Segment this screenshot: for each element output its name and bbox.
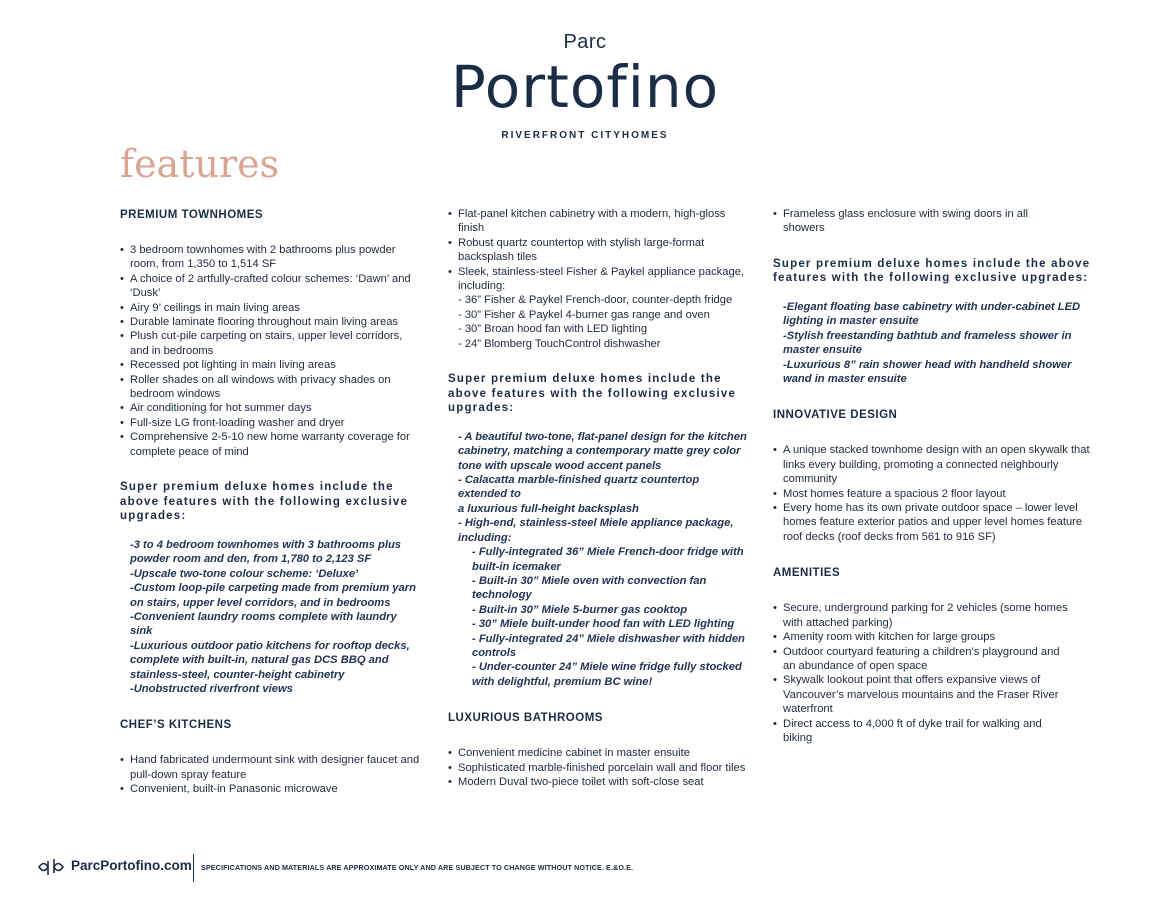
list-item: • 3 bedroom townhomes with 2 bathrooms plus powder room, from 1,350 to 1,514 SF bbox=[120, 243, 420, 272]
logo-brand: Portofino bbox=[450, 53, 720, 121]
list-item: • Robust quartz countertop with stylish large-format backsplash tiles bbox=[448, 236, 748, 265]
list-item: • Amenity room with kitchen for large groups bbox=[773, 630, 1073, 644]
list-item: -Convenient laundry rooms complete with laundry sink bbox=[130, 610, 397, 638]
list-item: - Built-in 30” Miele 5-burner gas cooktop bbox=[472, 603, 688, 616]
list-item: • Recessed pot lighting in main living areas bbox=[120, 358, 420, 372]
list-item: • Frameless glass enclosure with swing doors in all showers bbox=[773, 207, 1043, 236]
list-item: - 36” Fisher & Paykel French-door, counter-depth fridge bbox=[458, 294, 733, 307]
list-item: -Elegant floating base cabinetry with under-cabinet LED lighting in master ensuite bbox=[783, 301, 1081, 328]
list-item: • Modern Duval two-piece toilet with soft-close seat bbox=[448, 775, 748, 789]
logo-parc: Parc bbox=[563, 31, 607, 53]
deluxe-heading-kitchens: Super premium deluxe homes include the above features with the following exclusive upgrades: bbox=[448, 373, 737, 415]
deluxe-townhomes-list bbox=[120, 538, 420, 696]
kitchens-list bbox=[120, 753, 420, 796]
list-item: • Hand fabricated undermount sink with designer faucet and pull-down spray feature bbox=[120, 753, 420, 782]
list-item: • Roller shades on all windows with privacy shades on bedroom windows bbox=[120, 373, 420, 402]
list-item: - Calacatta marble-finished quartz countertop extended to bbox=[458, 474, 700, 501]
footer bbox=[36, 852, 1136, 882]
list-item: - Fully-integrated 24” Miele dishwasher with hidden controls bbox=[472, 632, 745, 659]
deluxe-heading-townhomes: Super premium deluxe homes include the above features with the following exclusive upgrades: bbox=[120, 481, 409, 523]
list-item: • Air conditioning for hot summer days bbox=[120, 401, 420, 415]
townhomes-list bbox=[120, 243, 420, 459]
list-item: • Sophisticated marble-finished porcelain wall and floor tiles bbox=[448, 761, 748, 775]
website-link[interactable]: ParcPortofino.com bbox=[71, 858, 192, 873]
list-item: - 30” Miele built-under hood fan with LED lighting bbox=[472, 618, 735, 631]
list-item: • A unique stacked townhome design with an open skywalk that links every building, promoting a connected neighbourly community bbox=[773, 443, 1093, 486]
list-item: - High-end, stainless-steel Miele appliance package, including: bbox=[458, 517, 734, 544]
appliance-list bbox=[448, 293, 748, 351]
column-3 bbox=[773, 207, 1103, 766]
brand-mark-icon bbox=[36, 858, 66, 876]
list-item: -Upscale two-tone colour scheme: ‘Deluxe’ bbox=[130, 567, 359, 580]
list-item: a luxurious full-height backsplash bbox=[458, 502, 639, 515]
list-item: • Comprehensive 2-5-10 new home warranty coverage for complete peace of mind bbox=[120, 430, 420, 459]
list-item: - 24” Blomberg TouchControl dishwasher bbox=[458, 337, 661, 350]
disclaimer: SPECIFICATIONS AND MATERIALS ARE APPROXIMATE ONLY AND ARE SUBJECT TO CHANGE WITHOUT NOTICE. E.&O.E. bbox=[201, 863, 634, 872]
column-2 bbox=[448, 207, 748, 810]
list-item: - A beautiful two-tone, flat-panel design for the kitchen cabinetry, matching a contemporary matte grey color tone with upscale wood accent panels bbox=[458, 430, 747, 472]
column-1 bbox=[120, 207, 420, 818]
list-item: - Under-counter 24” Miele wine fridge fully stocked with delightful, premium BC wine! bbox=[472, 661, 742, 688]
list-item: • Plush cut-pile carpeting on stairs, upper level corridors, and in bedrooms bbox=[120, 329, 420, 358]
logo bbox=[0, 30, 1170, 141]
list-item: -Unobstructed riverfront views bbox=[130, 682, 293, 695]
section-heading-amenities: AMENITIES bbox=[773, 567, 841, 580]
bathrooms-list bbox=[448, 746, 748, 789]
list-item: • Skywalk lookout point that offers expansive views of Vancouver’s marvelous mountains and the Fraser River waterfront bbox=[773, 673, 1073, 716]
list-item: • Sleek, stainless-steel Fisher & Paykel appliance package, including: bbox=[448, 265, 748, 294]
list-item: -3 to 4 bedroom townhomes with 3 bathrooms plus powder room and den, from 1,780 to 2,123 SF bbox=[130, 538, 402, 566]
section-heading-bathrooms: LUXURIOUS BATHROOMS bbox=[448, 712, 603, 725]
amenities-list bbox=[773, 601, 1073, 745]
list-item: • Airy 9’ ceilings in main living areas bbox=[120, 301, 420, 315]
deluxe-bathrooms-list bbox=[773, 300, 1083, 386]
list-item: -Luxurious outdoor patio kitchens for rooftop decks, complete with built-in, natural gas DCS BBQ and stainless-steel, counter-height cabinetry bbox=[130, 639, 410, 681]
footer-divider bbox=[193, 854, 194, 882]
list-item: • Most homes feature a spacious 2 floor layout bbox=[773, 487, 1093, 501]
list-item: - 30” Broan hood fan with LED lighting bbox=[458, 323, 648, 336]
list-item: • Direct access to 4,000 ft of dyke trail for walking and biking bbox=[773, 717, 1073, 746]
list-item: -Luxurious 8” rain shower head with handheld shower wand in master ensuite bbox=[783, 358, 1072, 386]
list-item: • A choice of 2 artfully-crafted colour schemes: ‘Dawn’ and ‘Dusk’ bbox=[120, 272, 420, 301]
section-heading-townhomes: PREMIUM TOWNHOMES bbox=[120, 209, 264, 221]
deluxe-appliance-list bbox=[448, 545, 748, 689]
list-item: - Fully-integrated 36” Miele French-door fridge with built-in icemaker bbox=[472, 546, 744, 573]
list-item: • Outdoor courtyard featuring a children’s playground and an abundance of open space bbox=[773, 645, 1073, 674]
list-item: • Durable laminate flooring throughout main living areas bbox=[120, 315, 420, 329]
deluxe-kitchens-list bbox=[448, 430, 748, 545]
design-list bbox=[773, 443, 1093, 544]
list-item: • Full-size LG front-loading washer and dryer bbox=[120, 416, 420, 430]
list-item: • Convenient medicine cabinet in master ensuite bbox=[448, 746, 748, 760]
bathroom-continued-list bbox=[773, 207, 1043, 236]
section-heading-design: INNOVATIVE DESIGN bbox=[773, 409, 898, 422]
list-item: • Secure, underground parking for 2 vehicles (some homes with attached parking) bbox=[773, 601, 1073, 630]
deluxe-heading-bathrooms: Super premium deluxe homes include the above features with the following exclusive upgrades: bbox=[773, 257, 1091, 285]
list-item: • Every home has its own private outdoor space – lower level homes feature exterior patios and upper level homes feature roof decks (roof decks from 561 to 916 SF) bbox=[773, 501, 1093, 544]
page-title: features bbox=[120, 142, 280, 186]
list-item: • Flat-panel kitchen cabinetry with a modern, high-gloss finish bbox=[448, 207, 748, 236]
list-item: - 30” Fisher & Paykel 4-burner gas range and oven bbox=[458, 308, 710, 321]
list-item: -Stylish freestanding bathtub and frameless shower in master ensuite bbox=[783, 329, 1072, 357]
list-item: - Built-in 30” Miele oven with convection fan technology bbox=[472, 574, 707, 602]
list-item: • Convenient, built-in Panasonic microwave bbox=[120, 782, 420, 796]
logo-tagline: RIVERFRONT CITYHOMES bbox=[501, 130, 669, 141]
kitchen-continued-list bbox=[448, 207, 748, 293]
list-item: -Custom loop-pile carpeting made from premium yarn on stairs, upper level corridors, and in bedrooms bbox=[130, 582, 416, 609]
section-heading-kitchens: CHEF’S KITCHENS bbox=[120, 719, 232, 732]
